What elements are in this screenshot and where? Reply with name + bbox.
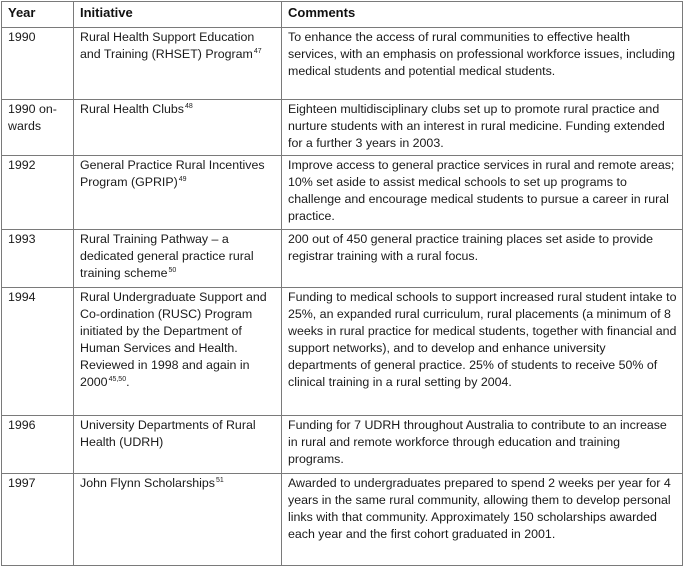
table-row bbox=[2, 288, 683, 416]
reference-number: 50 bbox=[168, 267, 177, 274]
reference-number: 47 bbox=[253, 48, 262, 55]
year-cell: 1997 bbox=[2, 474, 74, 566]
comments-cell: 200 out of 450 general practice training places set aside to provide registrar training with a rural focus. bbox=[282, 230, 683, 288]
initiative-cell bbox=[74, 288, 282, 416]
comments-cell: Funding for 7 UDRH throughout Australia to contribute to an increase in rural and remote workforce through education and training programs. bbox=[282, 416, 683, 474]
comments-cell: Awarded to undergraduates prepared to spend 2 weeks per year for 4 years in the same rural community, allowing them to develop personal links with that community. Approximately 150 scholarships awarded each year and the first cohort graduated in 2001. bbox=[282, 474, 683, 566]
table-row bbox=[2, 474, 683, 566]
year-cell: 1996 bbox=[2, 416, 74, 474]
table-row bbox=[2, 230, 683, 288]
year-cell: 1994 bbox=[2, 288, 74, 416]
reference-number: 45,50 bbox=[108, 376, 127, 383]
comments-cell: Eighteen multidisciplinary clubs set up to promote rural practice and nurture students with an interest in rural medicine. Funding extended for a further 3 years in 2003. bbox=[282, 100, 683, 156]
initiatives-table bbox=[1, 1, 683, 566]
table-row bbox=[2, 416, 683, 474]
year-cell: 1990 bbox=[2, 28, 74, 100]
initiative-text: John Flynn Scholarships bbox=[80, 476, 215, 490]
initiative-text: Rural Health Support Education and Training (RHSET) Program bbox=[80, 30, 255, 61]
table-row bbox=[2, 156, 683, 230]
reference-number: 51 bbox=[216, 477, 224, 484]
initiative-text: University Departments of Rural Health (UDRH) bbox=[80, 418, 256, 449]
header-initiative: Initiative bbox=[74, 2, 282, 28]
year-cell: 1990 on-wards bbox=[2, 100, 74, 156]
initiative-cell bbox=[74, 474, 282, 566]
table-row bbox=[2, 28, 683, 100]
initiative-text: Rural Health Clubs bbox=[80, 102, 184, 116]
initiative-text: Rural Training Pathway – a dedicated general practice rural training scheme bbox=[80, 232, 254, 280]
initiative-cell bbox=[74, 230, 282, 288]
year-cell: 1992 bbox=[2, 156, 74, 230]
reference-number: 49 bbox=[178, 176, 187, 183]
comments-cell: Funding to medical schools to support increased rural student intake to 25%, an expanded rural curriculum, rural placements (a minimum of 8 weeks in rural practice for medical students, together with financial and support networks), and to develop and enhance university departments of general practice. 25% of students to receive 50% of clinical training in a rural setting by 2004. bbox=[282, 288, 683, 416]
initiative-cell bbox=[74, 156, 282, 230]
initiative-cell bbox=[74, 416, 282, 474]
initiative-cell bbox=[74, 100, 282, 156]
header-comments: Comments bbox=[282, 2, 683, 28]
table-header-row bbox=[2, 2, 683, 28]
reference-number: 48 bbox=[185, 103, 193, 110]
comments-cell: To enhance the access of rural communities to effective health services, with an emphasis on professional workforce issues, including medical students and potential medical students. bbox=[282, 28, 683, 100]
year-cell: 1993 bbox=[2, 230, 74, 288]
table-row bbox=[2, 100, 683, 156]
initiative-text: General Practice Rural Incentives Program (GPRIP) bbox=[80, 158, 265, 189]
header-year: Year bbox=[2, 2, 74, 28]
comments-cell: Improve access to general practice services in rural and remote areas; 10% set aside to assist medical schools to set up programs to challenge and encourage medical students to pursue a career in rural practice. bbox=[282, 156, 683, 230]
initiative-text: Rural Undergraduate Support and Co-ordination (RUSC) Program initiated by the Department of Human Services and Health. Reviewed in 1998 and again in 2000 bbox=[80, 290, 267, 389]
initiative-suffix: . bbox=[126, 375, 130, 389]
initiative-cell bbox=[74, 28, 282, 100]
